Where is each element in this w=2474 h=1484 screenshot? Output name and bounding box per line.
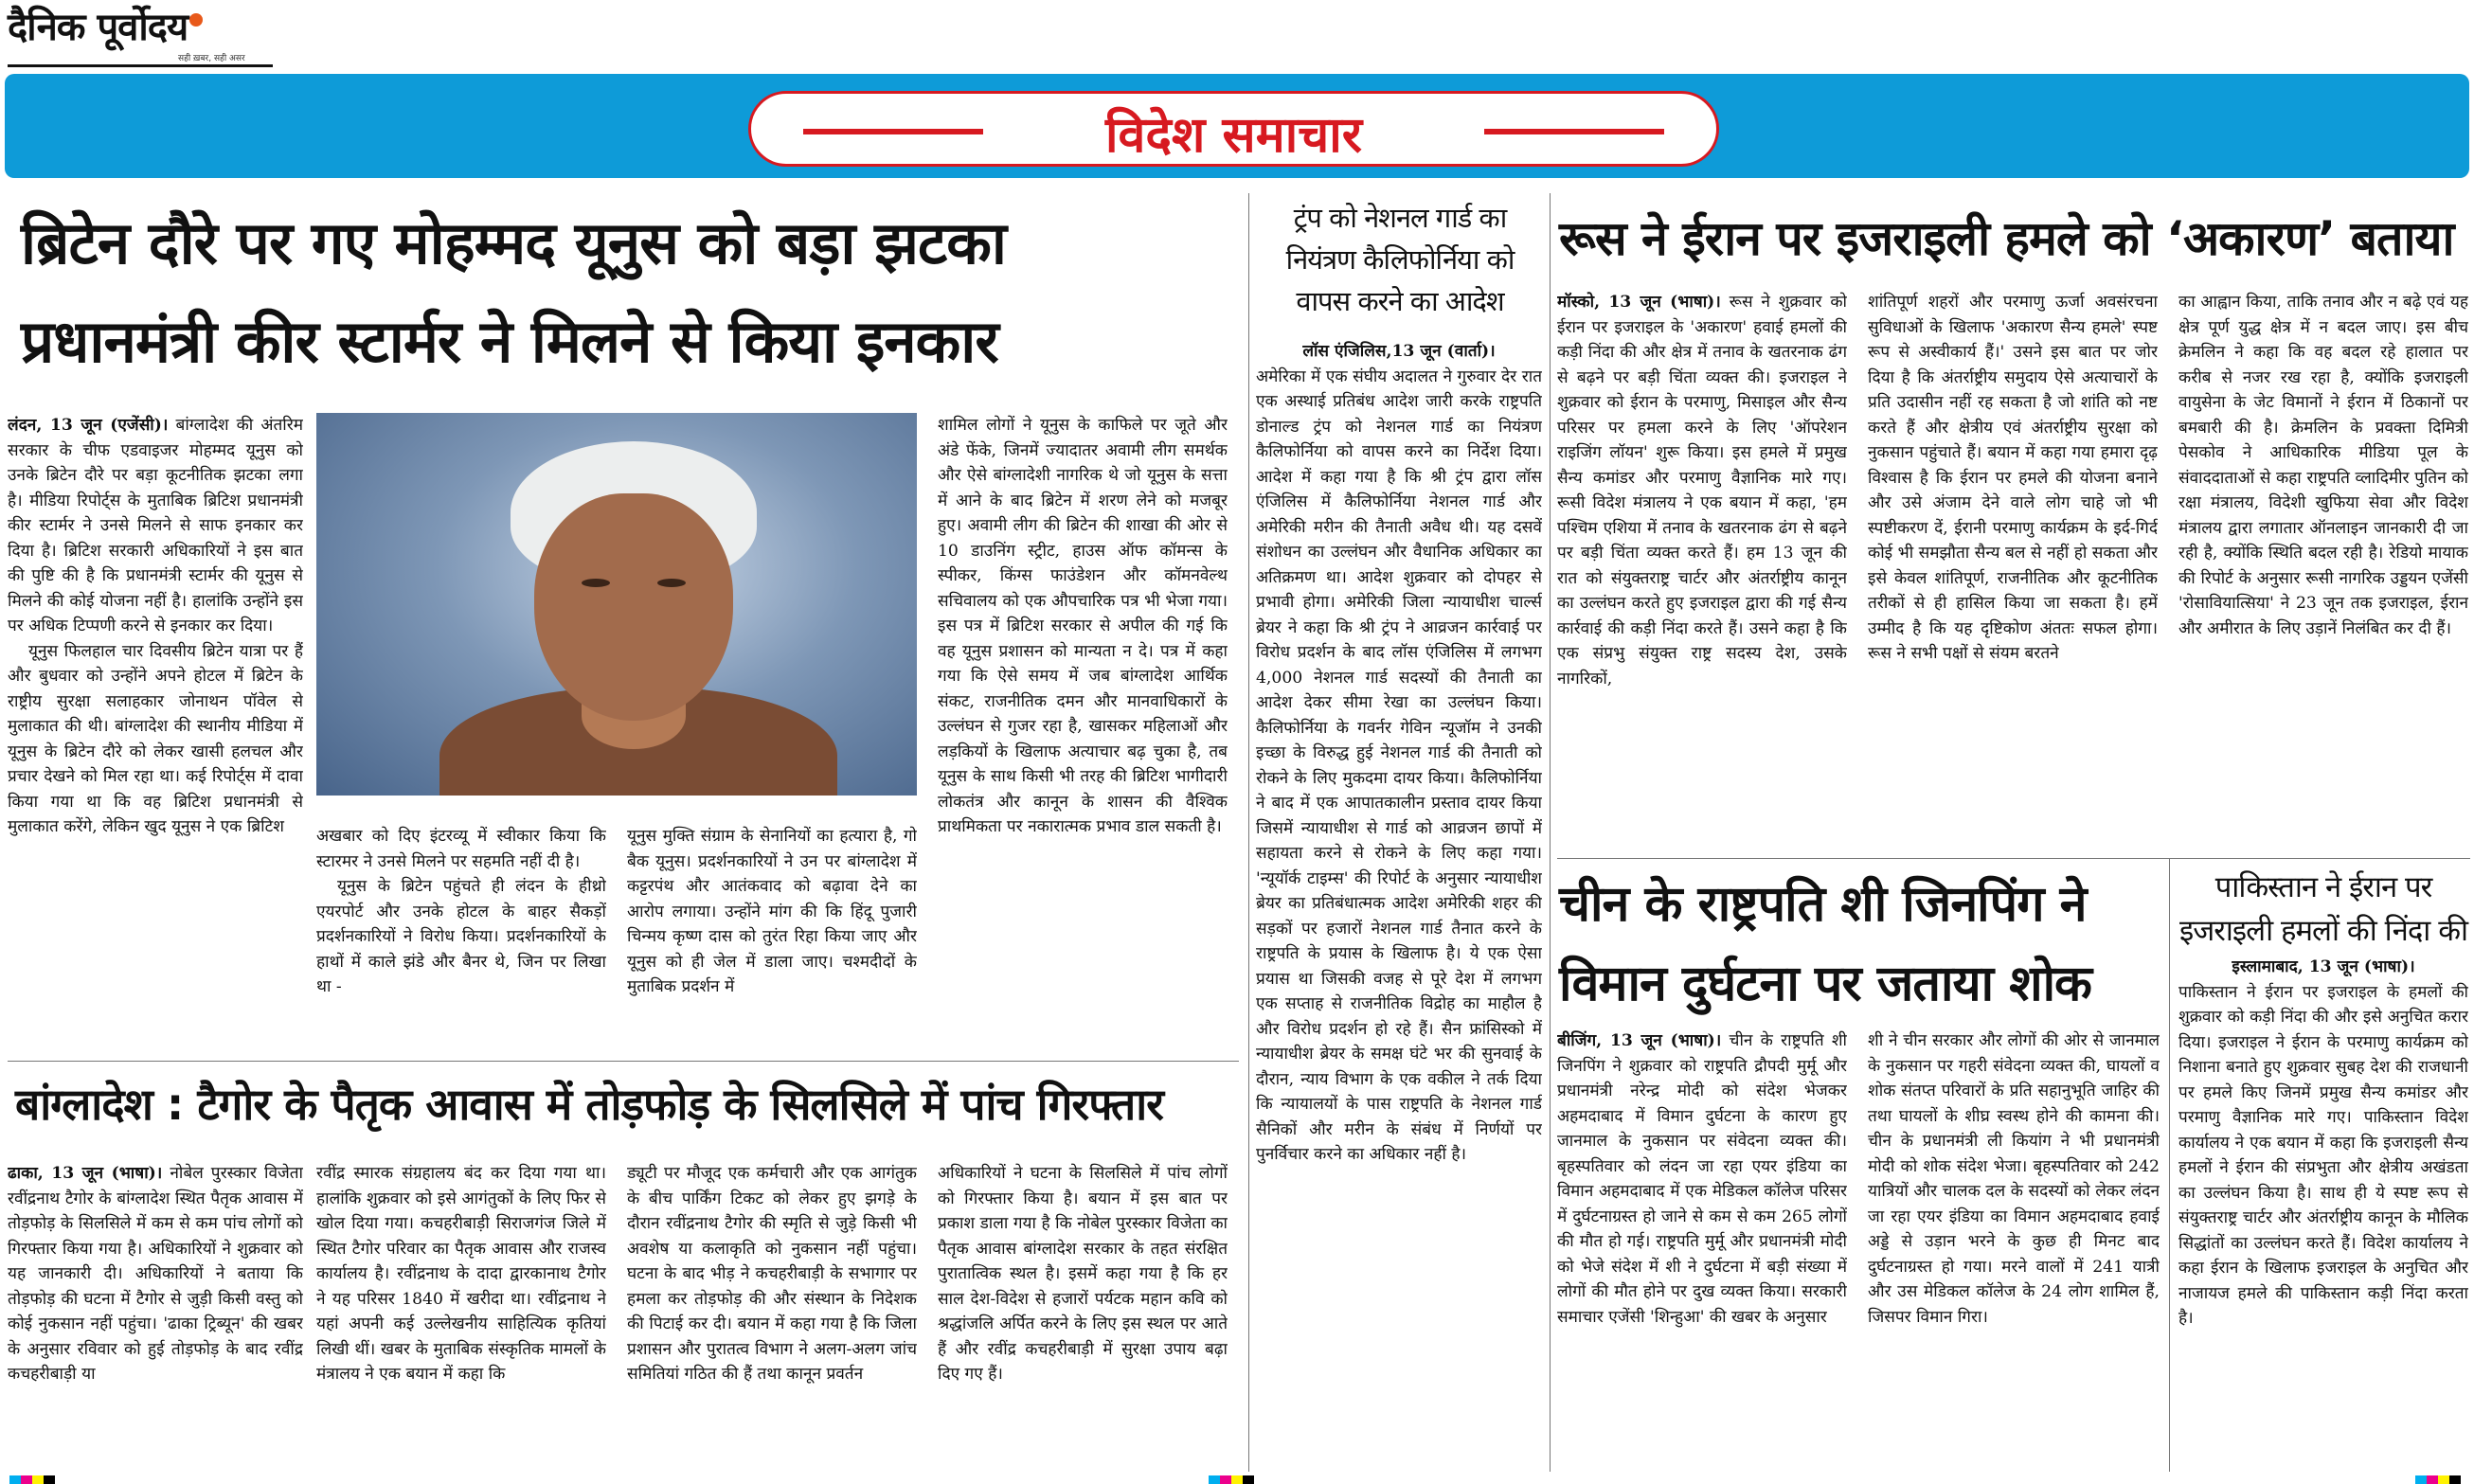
story2-column-2 bbox=[316, 1161, 606, 1464]
story4-dateline: मॉस्को, 13 जून (भाषा)। bbox=[1557, 293, 1721, 312]
story1-column-4 bbox=[938, 413, 1228, 1049]
story1-col1-para2: यूनुस फिलहाल चार दिवसीय ब्रिटेन यात्रा पर हैं और बुधवार को उन्होंने अपने होटल में ब्रिटेन के राष्ट्रीय सुरक्षा सलाहकार जोनाथन पॉवेल से मुलाकात की थी। बांग्लादेश की स्थानीय मीडिया में यूनुस के ब्रिटेन दौरे को लेकर खासी हलचल और प्रचार देखने को मिल रहा था। कई रिपोर्ट्स में दावा किया गया था कि वह ब्रिटिश प्रधानमंत्री से मुलाकात करेंगे, लेकिन खुद यूनुस ने एक ब्रिटिश bbox=[8, 641, 303, 836]
story2-column-3 bbox=[627, 1161, 917, 1464]
story4-headline: रूस ने ईरान पर इजराइली हमले को ‘अकारण’ बताया bbox=[1559, 211, 2454, 266]
masthead-rule bbox=[8, 64, 273, 67]
story2-dateline: ढाका, 13 जून (भाषा)। bbox=[8, 1164, 163, 1183]
story4-column-2 bbox=[1868, 290, 2158, 854]
story4-column-1 bbox=[1557, 290, 1847, 854]
column-rule bbox=[2169, 858, 2170, 1472]
story2-top-rule bbox=[8, 1061, 1239, 1062]
color-registration-mark bbox=[1209, 1475, 1254, 1484]
story2-col4-text: अधिकारियों ने घटना के सिलसिले में पांच लोगों को गिरफ्तार किया है। बयान में इस बात पर प्रकाश डाला गया है कि नोबेल पुरस्कार विजेता का पैतृक आवास बांग्लादेश सरकार के तहत संरक्षित पुरातात्विक स्थल है। इसमें कहा गया है कि हर साल देश-विदेश से हजारों पर्यटक महान कवि को श्रद्धांजलि अर्पित करने के लिए इस स्थल पर आते हैं और रवींद्र कचहरीबाड़ी में सुरक्षा उपाय बढ़ा दिए गए हैं। bbox=[938, 1164, 1228, 1384]
story2-col1-text: नोबेल पुरस्कार विजेता रवींद्रनाथ टैगोर के बांग्लादेश स्थित पैतृक आवास में तोड़फोड़ के सिलसिले में कम से कम पांच लोगों को गिरफ्तार किया गया है। अधिकारियों ने शुक्रवार को यह जानकारी दी। अधिकारियों ने बताया कि तोड़फोड़ की घटना में टैगोर से जुड़ी किसी वस्तु को कोई नुकसान नहीं पहुंचा। 'ढाका ट्रिब्यून' की खबर के अनुसार रविवार को हुई तोड़फोड़ के बाद रवींद्र कचहरीबाड़ी या bbox=[8, 1164, 303, 1384]
story4-col2-text: शांतिपूर्ण शहरों और परमाणु ऊर्जा अवसंरचना सुविधाओं के खिलाफ 'अकारण सैन्य हमले' स्पष्ट रूप से अस्वीकार्य हैं।' उसने इस बात पर जोर दिया है कि अंतर्राष्ट्रीय समुदाय ऐसे अत्याचारों के प्रति उदासीन नहीं रह सकता है जो शांति को नष्ट करते हैं और क्षेत्रीय एवं अंतर्राष्ट्रीय सुरक्षा को नुकसान पहुंचाते हैं। बयान में कहा गया हमारा दृढ़ विश्वास है कि ईरान पर हमले की योजना बनाने और उसे अंजाम देने वाले लोग चाहे जो भी स्पष्टीकरण दें, ईरानी परमाणु कार्यक्रम के इर्द-गिर्द कोई भी समझौता सैन्य बल से नहीं हो सकता और इसे केवल शांतिपूर्ण, राजनीतिक और कूटनीतिक तरीकों से ही हासिल किया जा सकता है। हमें उम्मीद है कि यह दृष्टिकोण अंततः सफल होगा। रूस ने सभी पक्षों से संयम बरतने bbox=[1868, 293, 2158, 663]
story-divider bbox=[1557, 858, 2470, 859]
story6-body: पाकिस्तान ने ईरान पर इजराइल के हमलों की शुक्रवार को कड़ी निंदा की और इसे अनुचित करार दिया। इजराइल ने ईरान के परमाणु कार्यक्रम को निशाना बनाते हुए शुक्रवार सुबह देश की राजधानी पर हमले किए जिनमें प्रमुख सैन्य कमांडर और परमाणु वैज्ञानिक मारे गए। पाकिस्तान विदेश कार्यालय ने एक बयान में कहा कि इजराइली सैन्य हमलों ने ईरान की संप्रभुता और क्षेत्रीय अखंडता का उल्लंघन किया है। साथ ही ये स्पष्ट रूप से संयुक्तराष्ट्र चार्टर और अंतर्राष्ट्रीय कानून के मौलिक सिद्धांतों का उल्लंघन करते हैं। विदेश कार्यालय ने कहा ईरान के खिलाफ इजराइल के अनुचित और नाजायज हमले की पाकिस्तान कड़ी निंदा करता है। bbox=[2178, 982, 2468, 1328]
story5-column-1 bbox=[1557, 1028, 1847, 1464]
story1-photo bbox=[316, 413, 917, 796]
story2-column-4 bbox=[938, 1161, 1228, 1464]
story1-column-3 bbox=[627, 824, 917, 1051]
story2-col3-text: ड्यूटी पर मौजूद एक कर्मचारी और एक आगंतुक के बीच पार्किंग टिकट को लेकर हुए झगड़े के दौरान रवींद्रनाथ टैगोर की स्मृति से जुड़े किसी भी अवशेष या कलाकृति को नुकसान नहीं पहुंचा। घटना के बाद भीड़ ने कचहरीबाड़ी के सभागार पर हमला कर तोड़फोड़ की और संस्थान के निदेशक की पिटाई कर दी। बयान में कहा गया है कि जिला प्रशासन और पुरातत्व विभाग ने अलग-अलग जांच समितियां गठित की हैं तथा कानून प्रवर्तन bbox=[627, 1164, 917, 1384]
story3-body: अमेरिका में एक संघीय अदालत ने गुरुवार देर रात एक अस्थाई प्रतिबंध आदेश जारी करके राष्ट्रपति डोनाल्ड ट्रंप को नेशनल गार्ड का नियंत्रण कैलिफोर्निया को वापस करने का निर्देश दिया। आदेश में कहा गया है कि श्री ट्रंप द्वारा लॉस एंजिलिस में कैलिफोर्निया नेशनल गार्ड और अमेरिकी मरीन की तैनाती अवैध थी। यह दसवें संशोधन का उल्लंघन और वैधानिक अधिकार का अतिक्रमण था। आदेश शुक्रवार को दोपहर से प्रभावी होगा। अमेरिकी जिला न्यायाधीश चार्ल्स ब्रेयर ने कहा कि श्री ट्रंप ने आव्रजन कार्रवाई पर विरोध प्रदर्शन के बाद लॉस एंजिलिस में लगभग 4,000 नेशनल गार्ड सदस्यों की तैनाती का आदेश देकर सीमा रेखा का उल्लंघन किया। कैलिफोर्निया के गवर्नर गेविन न्यूजॉम ने उनकी इच्छा के विरुद्ध हुई नेशनल गार्ड की तैनाती को रोकने के लिए मुकदमा दायर किया। कैलिफोर्निया ने बाद में एक आपातकालीन प्रस्ताव दायर किया जिसमें न्यायाधीश से गार्ड को आव्रजन छापों में सहायता करने से रोकने के लिए कहा गया। 'न्यूयॉर्क टाइम्स' की रिपोर्ट के अनुसार न्यायाधीश ब्रेयर का प्रतिबंधात्मक आदेश अमेरिकी शहर की सड़कों पर हजारों नेशनल गार्ड तैनात करने के राष्ट्रपति के प्रयास के खिलाफ है। ये एक ऐसा प्रयास था जिसकी वजह से पूरे देश में लगभग एक सप्ताह से राजनीतिक विद्रोह का माहौल है और विरोध प्रदर्शन हो रहे हैं। सैन फ्रांसिस्को में न्यायाधीश ब्रेयर के समक्ष घंटे भर की सुनवाई के दौरान, न्याय विभाग के एक वकील ने तर्क दिया कि न्यायालयों के पास राष्ट्रपति के नेशनल गार्ड सैनिकों और मरीन के संबंध में निर्णयों पर पुनर्विचार करने का अधिकार नहीं है। bbox=[1256, 367, 1542, 1164]
story1-col2-para2: यूनुस के ब्रिटेन पहुंचते ही लंदन के हीथ्रो एयरपोर्ट और उनके होटल के बाहर सैकड़ों प्रदर्शनकारियों ने विरोध किया। प्रदर्शनकारियों के हाथों में काले झंडे और बैनर थे, जिन पर लिखा था - bbox=[316, 877, 606, 996]
story1-col1-text: बांग्लादेश की अंतरिम सरकार के चीफ एडवाइजर मोहम्मद यूनुस को उनके ब्रिटेन दौरे पर बड़ा कूटनीतिक झटका लगा है। मीडिया रिपोर्ट्स के मुताबिक ब्रिटिश प्रधानमंत्री कीर स्टार्मर ने उनसे मिलने से साफ इनकार कर दिया है। ब्रिटिश सरकारी अधिकारियों ने इस बात की पुष्टि की है कि प्रधानमंत्री स्टार्मर की यूनुस से मिलने की कोई योजना नहीं है। हालांकि उन्होंने इस पर अधिक टिप्पणी करने से इनकार कर दिया। bbox=[8, 416, 303, 635]
story1-col4-text: शामिल लोगों ने यूनुस के काफिले पर जूते और अंडे फेंके, जिनमें ज्यादातर अवामी लीग समर्थक और ऐसे बांग्लादेशी नागरिक थे जो यूनुस के सत्ता में आने के बाद ब्रिटेन में शरण लेने को मजबूर हुए। अवामी लीग की ब्रिटेन की शाखा की ओर से 10 डाउनिंग स्ट्रीट, हाउस ऑफ कॉमन्स के स्पीकर, किंग्स फाउंडेशन और कॉमनवेल्थ सचिवालय को एक औपचारिक पत्र भी भेजा गया। इस पत्र में ब्रिटिश सरकार से अपील की गई कि वह यूनुस प्रशासन को मान्यता न दे। पत्र में कहा गया कि ऐसे समय में जब बांग्लादेश आर्थिक संकट, राजनीतिक दमन और मानवाधिकारों के उल्लंघन से गुजर रहा है, खासकर महिलाओं और लड़कियों के खिलाफ अत्याचार बढ़ चुका है, तब यूनुस के साथ किसी भी तरह की ब्रिटिश भागीदारी लोकतंत्र और कानून के शासन की वैश्विक प्राथमिकता पर नकारात्मक प्रभाव डाल सकती है। bbox=[938, 416, 1228, 836]
story1-headline-line1: ब्रिटेन दौरे पर गए मोहम्मद यूनुस को बड़ा झटका bbox=[21, 208, 1006, 277]
story6-column bbox=[2178, 955, 2468, 1466]
story1-dateline: लंदन, 13 जून (एजेंसी)। bbox=[8, 416, 169, 435]
story3-headline: ट्रंप को नेशनल गार्ड का नियंत्रण कैलिफोर्निया को वापस करने का आदेश bbox=[1285, 202, 1515, 317]
story1-column-2 bbox=[316, 824, 606, 1051]
color-registration-mark bbox=[9, 1475, 55, 1484]
column-rule bbox=[1248, 193, 1249, 1472]
logo-dot-icon bbox=[189, 13, 203, 27]
story1-col2-text: अखबार को दिए इंटरव्यू में स्वीकार किया कि स्टारमर ने उनसे मिलने पर सहमति नहीं दी है। bbox=[316, 827, 606, 871]
story4-column-3 bbox=[2178, 290, 2468, 854]
portrait-face bbox=[534, 493, 733, 721]
story5-col2-text: शी ने चीन सरकार और लोगों की ओर से जानमाल के नुकसान पर गहरी संवेदना व्यक्त की, घायलों व शोक संतप्त परिवारों के प्रति सहानुभूति जाहिर की तथा घायलों के शीघ्र स्वस्थ होने की कामना की। चीन के प्रधानमंत्री ली कियांग ने भी प्रधानमंत्री मोदी को शोक संदेश भेजा। बृहस्पतिवार को 242 यात्रियों और चालक दल के सदस्यों को लेकर लंदन जा रहा एयर इंडिया का विमान अहमदाबाद हवाई अड्डे से उड़ान भरने के कुछ ही मिनट बाद दुर्घटनाग्रस्त हो गया। मरने वालों में 241 यात्री और उस मेडिकल कॉलेज के 24 लोग शामिल हैं, जिसपर विमान गिरा। bbox=[1868, 1031, 2160, 1327]
story5-headline-line2: विमान दुर्घटना पर जताया शोक bbox=[1559, 956, 2091, 1012]
story2-headline: बांग्लादेश : टैगोर के पैतृक आवास में तोड़फोड़ के सिलसिले में पांच गिरफ्तार bbox=[15, 1079, 1163, 1130]
story2-column-1 bbox=[8, 1161, 303, 1464]
story6-headline: पाकिस्तान ने ईरान पर इजराइली हमलों की निंदा की bbox=[2178, 870, 2468, 948]
story3-dateline: लॉस एंजिलिस,13 जून (वार्ता)। bbox=[1302, 342, 1496, 361]
story4-col3-text: का आह्वान किया, ताकि तनाव और न बढ़े एवं यह क्षेत्र पूर्ण युद्ध क्षेत्र में न बदल जाए। इस बीच क्रेमलिन ने कहा कि वह बदल रहे हालात पर करीब से नजर रख रहा है, क्योंकि इजराइली वायुसेना के जेट विमानों ने ईरान में ठिकानों पर बमबारी की है। क्रेमलिन के प्रवक्ता दिमित्री पेसकोव ने आधिकारिक मीडिया पूल के संवाददाताओं से कहा राष्ट्रपति व्लादिमीर पुतिन को रक्षा मंत्रालय, विदेशी खुफिया सेवा और विदेश मंत्रालय द्वारा लगातार ऑनलाइन जानकारी दी जा रही है, क्योंकि स्थिति बदल रही है। रेडियो मायाक की रिपोर्ट के अनुसार रूसी नागरिक उड्डयन एजेंसी 'रोसावियात्सिया' ने 23 जून तक इजराइल, ईरान और अमीरात के लिए उड़ानें निलंबित कर दी हैं। bbox=[2178, 293, 2468, 638]
story5-col1-text: चीन के राष्ट्रपति शी जिनपिंग ने शुक्रवार को राष्ट्रपति द्रौपदी मुर्मू और प्रधानमंत्री नरेन्द्र मोदी को संदेश भेजकर अहमदाबाद में विमान दुर्घटना के कारण हुए जानमाल के नुकसान पर संवेदना व्यक्त की। बृहस्पतिवार को लंदन जा रहा एयर इंडिया का विमान अहमदाबाद में एक मेडिकल कॉलेज परिसर में दुर्घटनाग्रस्त हो जाने से कम से कम 265 लोगों की मौत हो गई। राष्ट्रपति मुर्मू और प्रधानमंत्री मोदी को भेजे संदेश में शी ने दुर्घटना में बड़ी संख्या में लोगों की मौत होने पर दुख व्यक्त किया। सरकारी समाचार एजेंसी 'शिन्हुआ' की खबर के अनुसार bbox=[1557, 1031, 1847, 1327]
section-title-pill bbox=[748, 91, 1719, 167]
story5-dateline: बीजिंग, 13 जून (भाषा)। bbox=[1557, 1031, 1722, 1050]
story5-headline-line1: चीन के राष्ट्रपति शी जिनपिंग ने bbox=[1559, 876, 2087, 933]
story1-col3-text: यूनुस मुक्ति संग्राम के सेनानियों का हत्यारा है, गो बैक यूनुस। प्रदर्शनकारियों ने उन पर बांग्लादेश में कट्टरपंथ और आतंकवाद को बढ़ावा देने का आरोप लगाया। उन्होंने मांग की कि हिंदू पुजारी चिन्मय कृष्ण दास को तुरंत रिहा किया जाए और यूनुस को ही जेल में डाला जाए। चश्मदीदों के मुताबिक प्रदर्शन में bbox=[627, 827, 917, 996]
newspaper-tagline: सही ख़बर, सही असर bbox=[178, 54, 245, 63]
story4-col1-text: रूस ने शुक्रवार को ईरान पर इजराइल के 'अकारण' हवाई हमलों की कड़ी निंदा की और क्षेत्र में तनाव के खतरनाक ढंग से बढ़ने पर बड़ी चिंता व्यक्त की। इजराइल ने शुक्रवार को ईरान के परमाणु, मिसाइल और सैन्य परिसर पर हमला करने के लिए 'ऑपरेशन राइजिंग लॉयन' शुरू किया। इस हमले में प्रमुख सैन्य कमांडर और परमाणु वैज्ञानिक मारे गए। रूसी विदेश मंत्रालय ने एक बयान में कहा, 'हम पश्चिम एशिया में तनाव के खतरनाक ढंग से बढ़ने पर बड़ी चिंता व्यक्त करते हैं। हम 13 जून की रात को संयुक्तराष्ट्र चार्टर और अंतर्राष्ट्रीय कानून का उल्लंघन करते हुए इजराइल द्वारा की गई सैन्य कार्रवाई की कड़ी निंदा करते हैं। उसने कहा है कि एक संप्रभु संयुक्त राष्ट्र सदस्य देश, उसके नागरिकों, bbox=[1557, 293, 1847, 688]
story6-dateline: इस्लामाबाद, 13 जून (भाषा)। bbox=[2232, 957, 2415, 976]
masthead-logo bbox=[8, 6, 292, 68]
story5-column-2 bbox=[1868, 1028, 2160, 1464]
color-registration-mark bbox=[2415, 1475, 2461, 1484]
column-rule bbox=[1550, 193, 1551, 1472]
section-title: विदेश समाचार bbox=[1105, 107, 1362, 164]
newspaper-name: दैनिक पूर्वोदय bbox=[8, 6, 188, 49]
story2-col2-text: रवींद्र स्मारक संग्रहालय बंद कर दिया गया था। हालांकि शुक्रवार को इसे आगंतुकों के लिए फिर से खोल दिया गया। कचहरीबाड़ी सिराजगंज जिले में स्थित टैगोर परिवार का पैतृक आवास और राजस्व कार्यालय है। रवींद्रनाथ के दादा द्वारकानाथ टैगोर ने यह परिसर 1840 में खरीदा था। रवींद्रनाथ ने यहां अपनी कई उल्लेखनीय साहित्यिक कृतियां लिखी थीं। खबर के मुताबिक संस्कृतिक मामलों के मंत्रालय ने एक बयान में कहा कि bbox=[316, 1164, 606, 1384]
story3-column bbox=[1256, 339, 1542, 1466]
story1-headline-line2: प्रधानमंत्री कीर स्टार्मर ने मिलने से किया इनकार bbox=[21, 307, 998, 376]
